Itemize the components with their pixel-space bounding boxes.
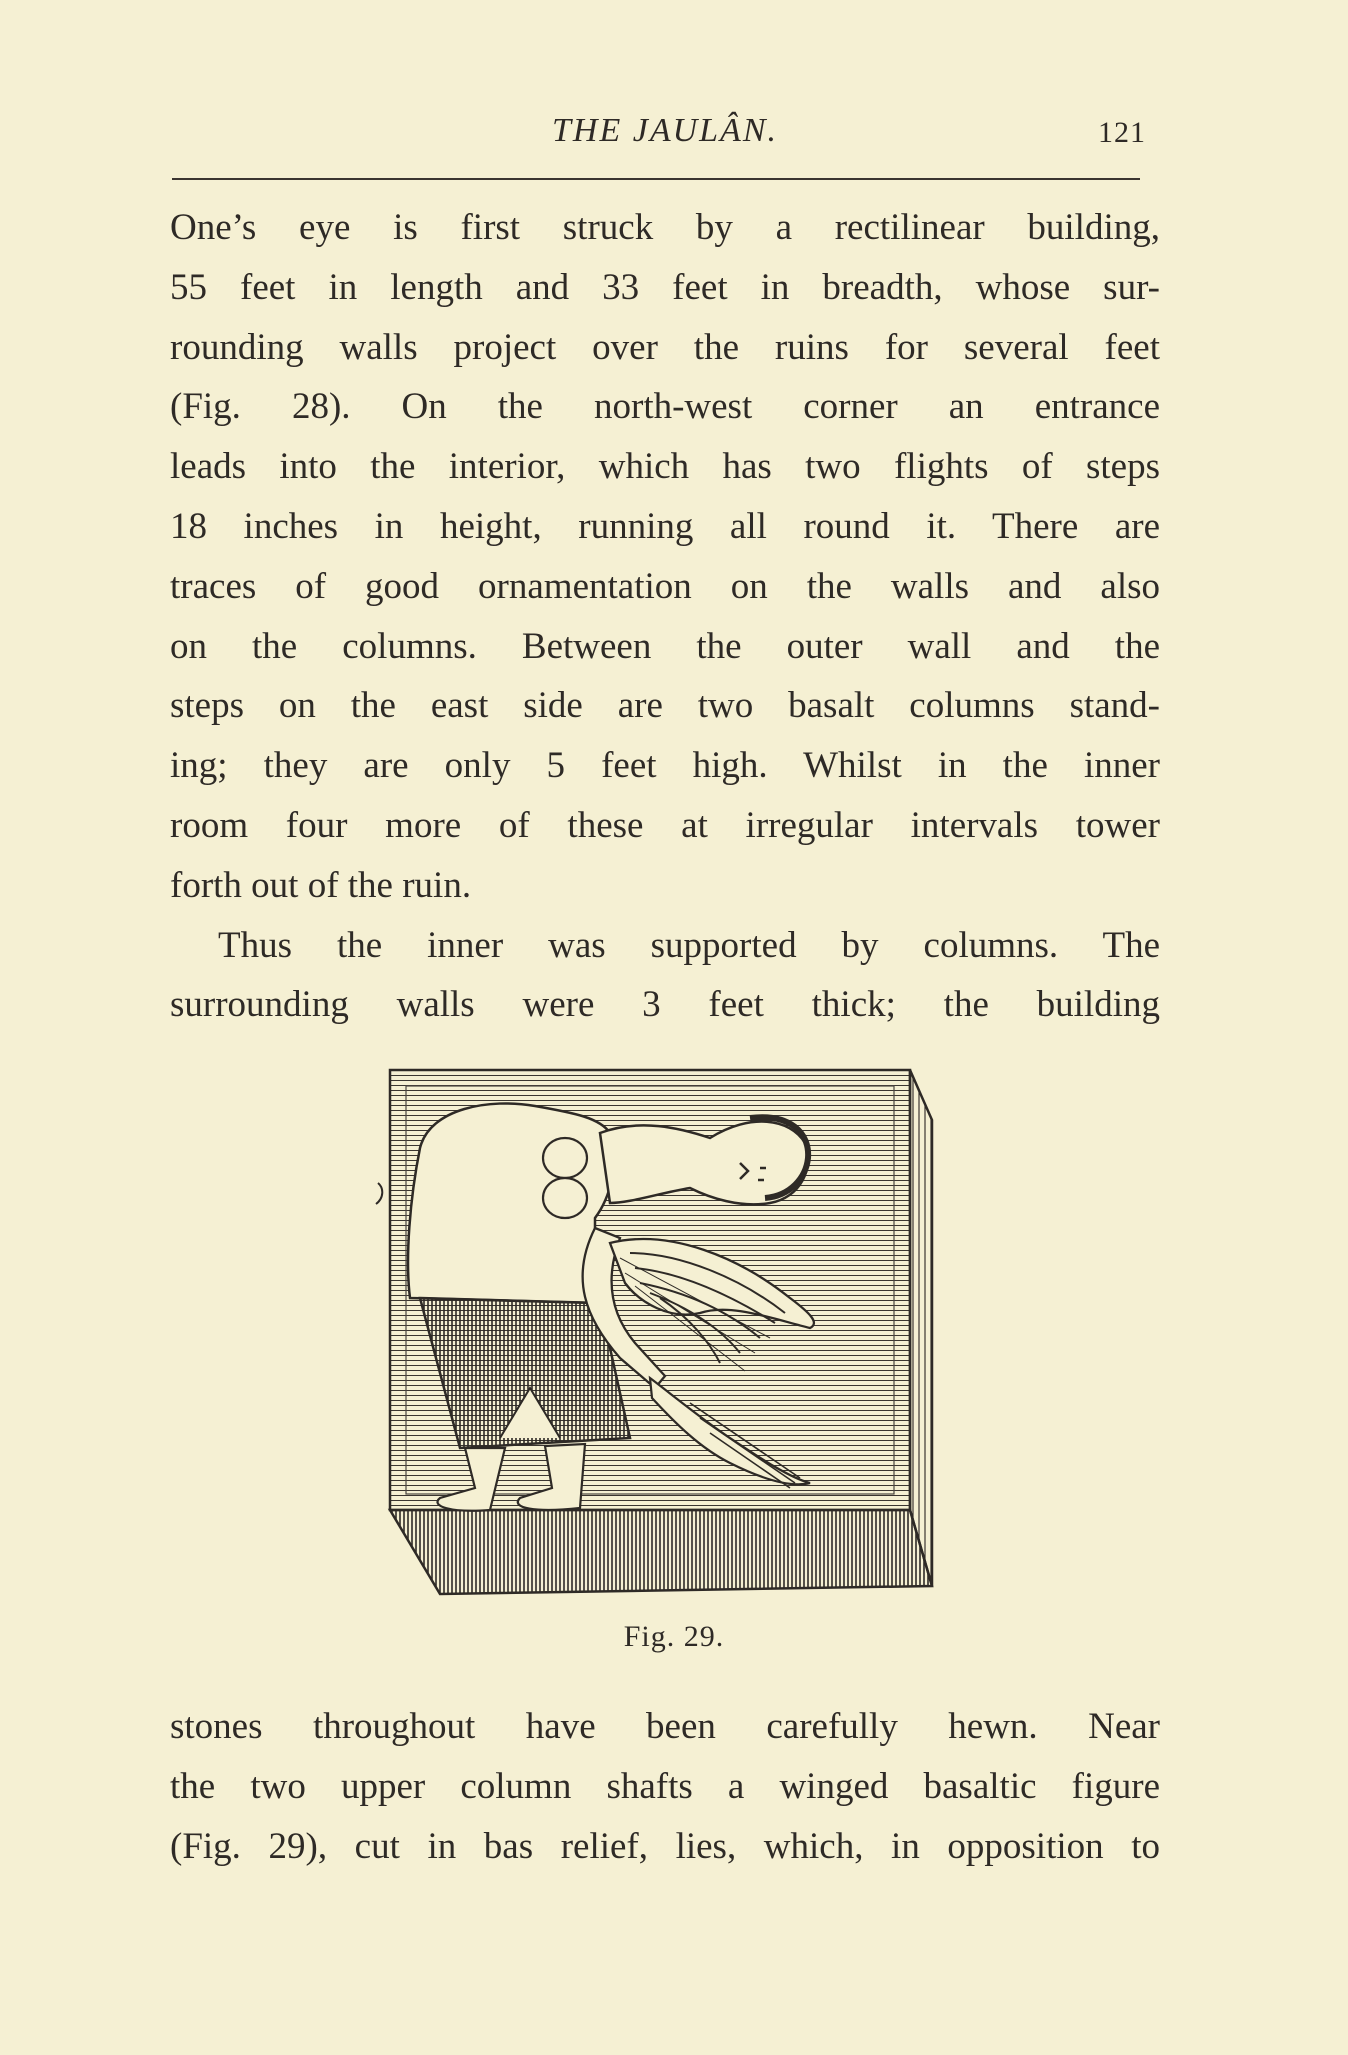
text-line: Thus the inner was supported by columns. The <box>218 924 1160 966</box>
text-line: traces of good ornamentation on the walls and also <box>170 565 1160 607</box>
winged-figure-bas-relief-illustration <box>370 1058 950 1608</box>
running-title: THE JAULÂN. <box>552 112 778 149</box>
text-line: (Fig. 29), cut in bas relief, lies, which, in opposition to <box>170 1825 1160 1867</box>
text-line: 18 inches in height, running all round it. There are <box>170 505 1160 547</box>
text-line: stones throughout have been carefully hewn. Near <box>170 1706 1160 1747</box>
text-line: rounding walls project over the ruins for several feet <box>170 326 1160 368</box>
running-head <box>170 112 1160 156</box>
page-number: 121 <box>1098 116 1146 149</box>
text-line: One’s eye is first struck by a rectilinear building, <box>170 207 1160 248</box>
text-line: the two upper column shafts a winged basaltic figure <box>170 1765 1160 1807</box>
body-text-bottom <box>170 1697 1160 1876</box>
text-line: 55 feet in length and 33 feet in breadth, whose sur- <box>170 266 1160 308</box>
figure-caption: Fig. 29. <box>623 1620 725 1653</box>
text-line: room four more of these at irregular intervals tower <box>170 804 1160 846</box>
text-line: (Fig. 28). On the north-west corner an entrance <box>170 386 1160 428</box>
text-line: forth out of the ruin. <box>170 864 472 906</box>
text-line: leads into the interior, which has two flights of steps <box>170 446 1160 488</box>
body-text-top <box>170 198 1160 1035</box>
text-line: steps on the east side are two basalt columns stand- <box>170 685 1160 727</box>
header-rule <box>172 178 1140 180</box>
text-line: ing; they are only 5 feet high. Whilst in the inner <box>170 745 1160 787</box>
text-line: on the columns. Between the outer wall and the <box>170 625 1160 667</box>
text-line: surrounding walls were 3 feet thick; the building <box>170 984 1160 1026</box>
